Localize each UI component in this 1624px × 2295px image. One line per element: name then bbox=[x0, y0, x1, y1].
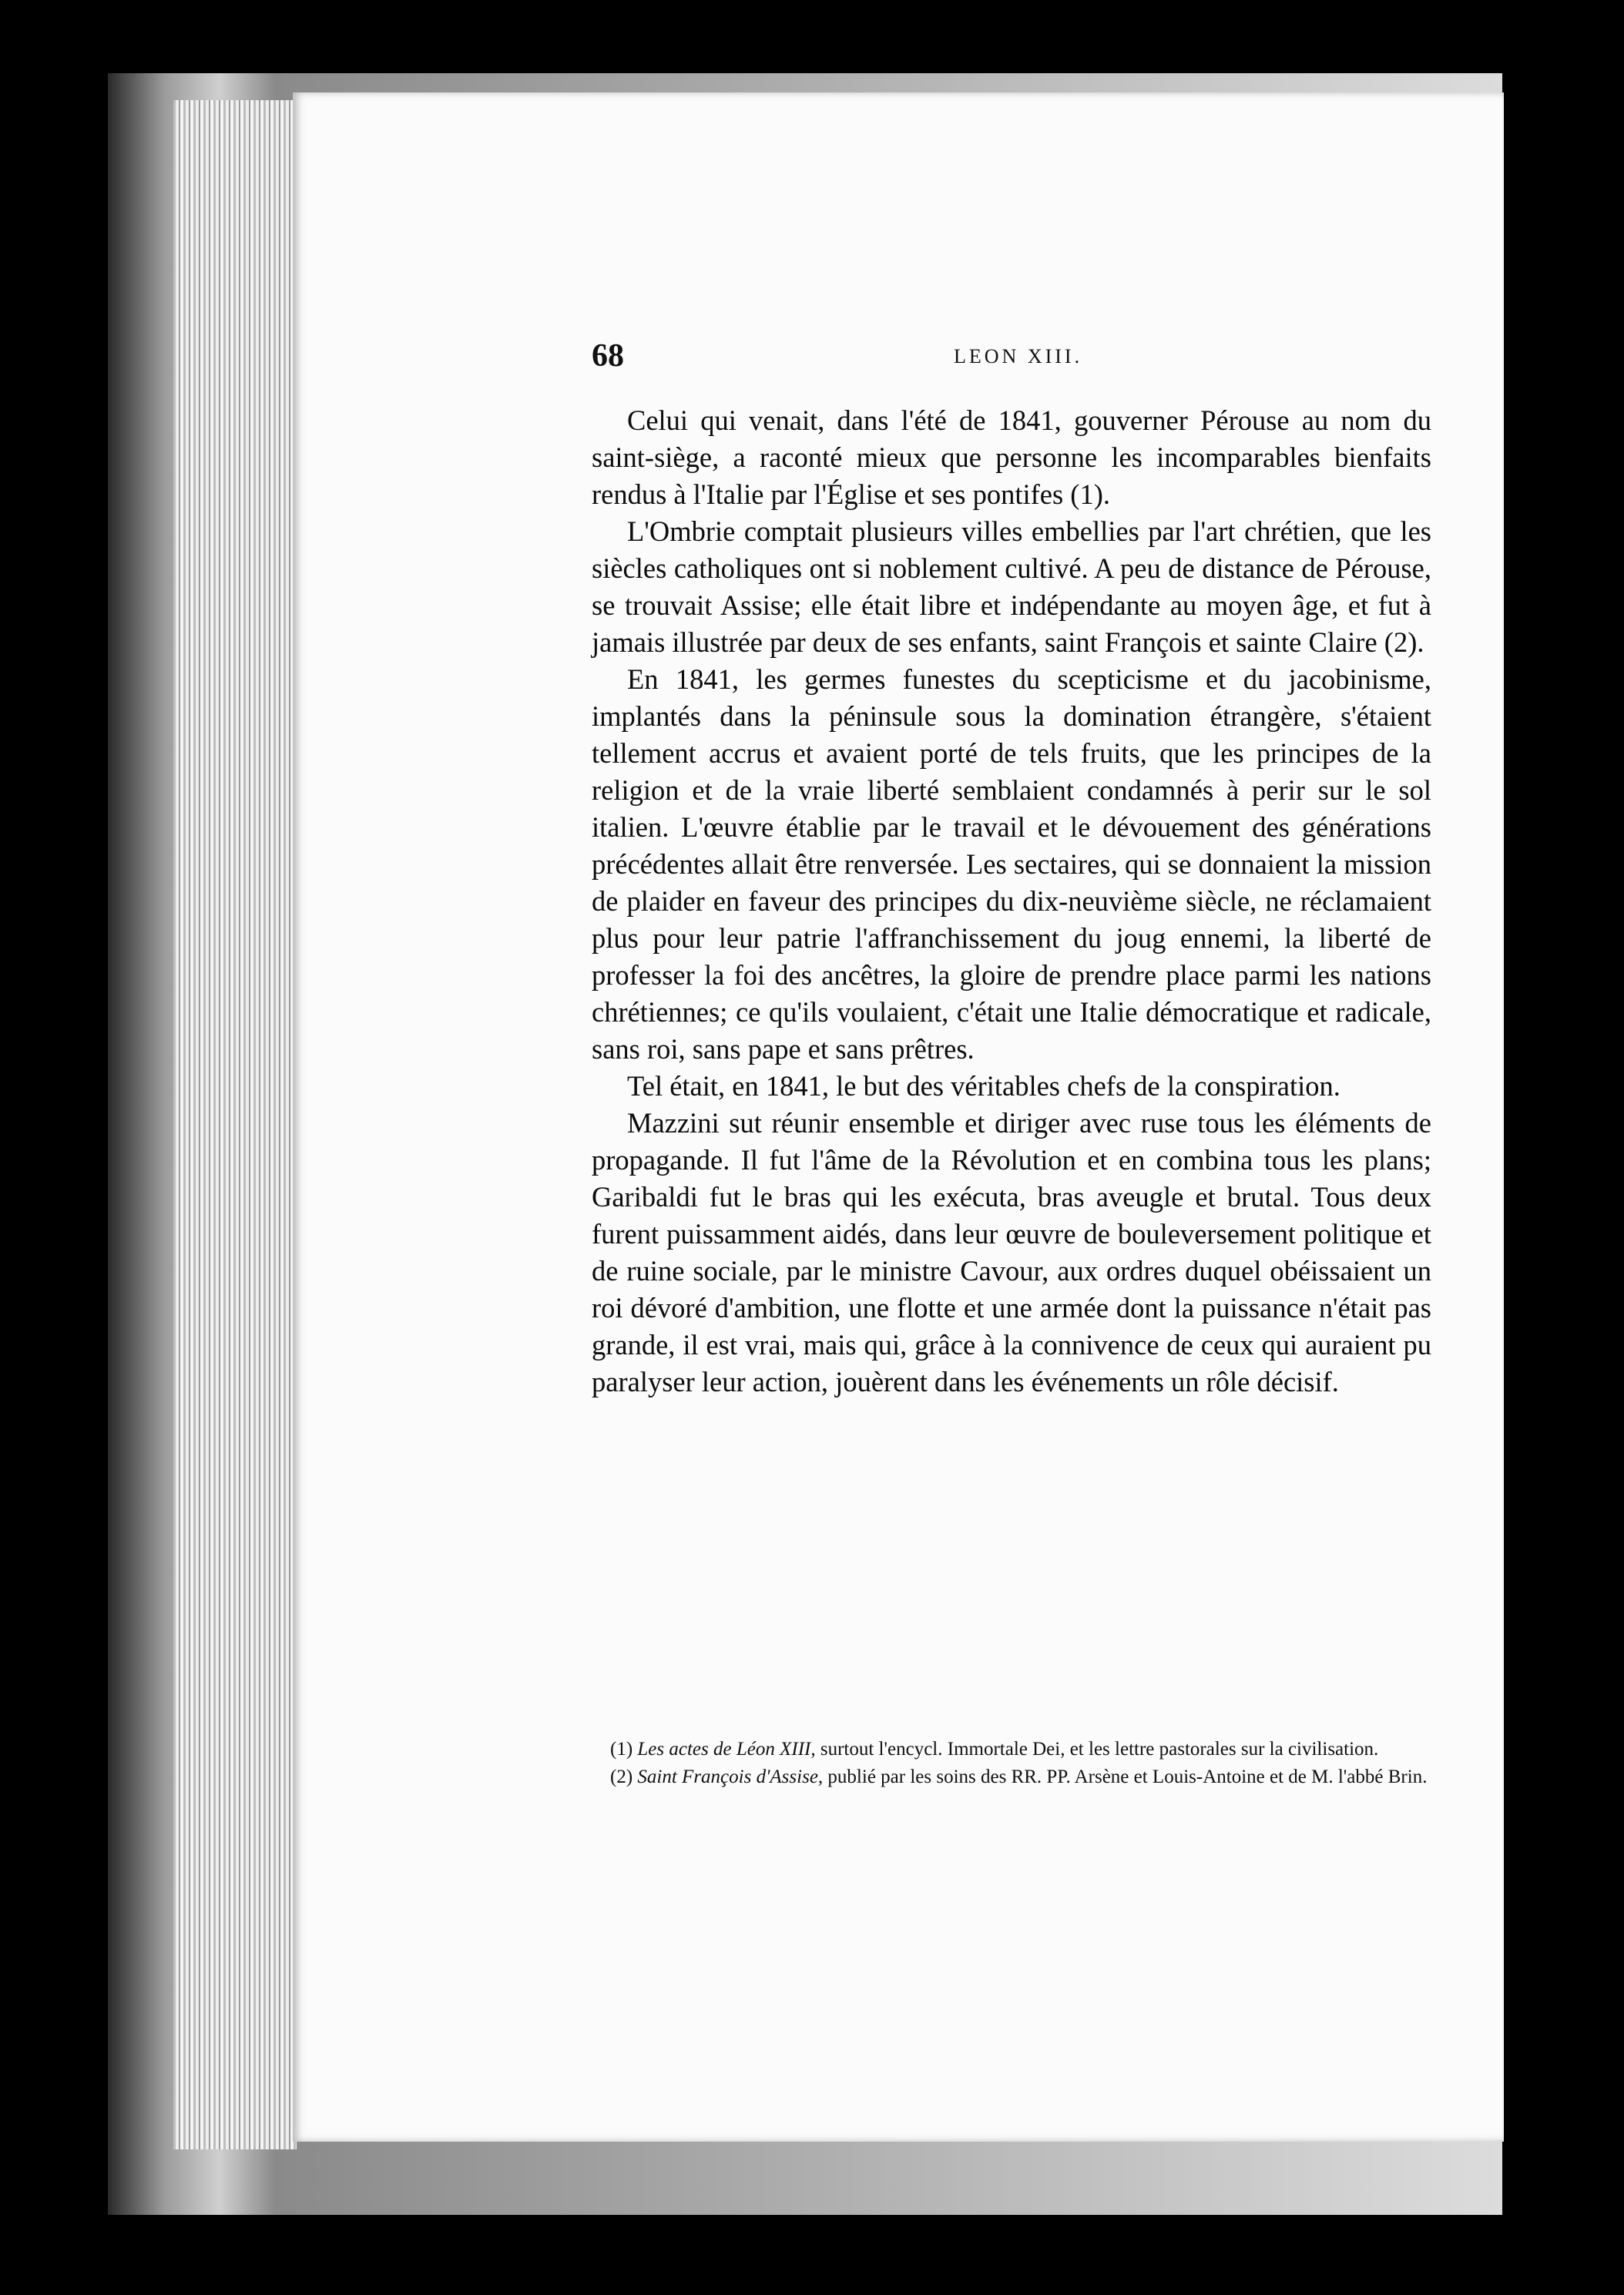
paragraph: Celui qui venait, dans l'été de 1841, gouverner Pérouse au nom du saint-siège, a raconté mieux que personne les incomparables bienfaits rendus à l'Italie par l'Église et ses pontifes (1). bbox=[592, 404, 1431, 510]
footnotes bbox=[592, 1736, 1431, 1791]
body-text bbox=[592, 402, 1431, 1401]
paragraph: L'Ombrie comptait plusieurs villes embellies par l'art chrétien, que les siècles catholiques ont si noblement cultivé. A peu de distance de Pérouse, se trouvait Assise; elle était libre et indépendante au moyen âge, et fut à jamais illustrée par deux de ses enfants, saint François et sainte Claire (2). bbox=[592, 515, 1431, 658]
page-header bbox=[592, 337, 1431, 384]
footnote-marker: (1) bbox=[610, 1739, 633, 1760]
page-stack-edge bbox=[173, 100, 297, 2149]
footnote bbox=[592, 1736, 1431, 1763]
footnote-title: Les actes de Léon XIII, bbox=[637, 1739, 816, 1760]
footnote-text: surtout l'encycl. Immortale Dei, et les lettre pastorales sur la civilisation. bbox=[815, 1739, 1379, 1760]
footnote-marker: (2) bbox=[610, 1767, 633, 1787]
footnote-text: publié par les soins des RR. PP. Arsène et Louis-Antoine et de M. l'abbé Brin. bbox=[823, 1767, 1428, 1787]
footnote bbox=[592, 1763, 1431, 1791]
paragraph: Tel était, en 1841, le but des véritables chefs de la conspiration. bbox=[627, 1070, 1340, 1102]
paragraph: En 1841, les germes funestes du scepticisme et du jacobinisme, implantés dans la péninsule sous la domination étrangère, s'étaient tellement accrus et avaient porté de tels fruits, que les principes de la religion et de la vraie liberté semblaient condamnés à perir sur le sol italien. L'œuvre établie par le travail et le dévouement des générations précédentes allait être renversée. Les sectaires, qui se donnaient la mission de plaider en faveur des principes du dix-neuvième siècle, ne réclamaient plus pour leur patrie l'affranchissement du joug ennemi, la liberté de professer la foi des ancêtres, la gloire de prendre place parmi les nations chrétiennes; ce qu'ils voulaient, c'était une Italie démocratique et radicale, sans roi, sans pape et sans prêtres. bbox=[592, 663, 1431, 1065]
page-number: 68 bbox=[592, 338, 624, 374]
footnote-title: Saint François d'Assise, bbox=[637, 1767, 824, 1787]
paragraph: Mazzini sut réunir ensemble et diriger avec ruse tous les éléments de propagande. Il fut l'âme de la Révolution et en combina tous les plans; Garibaldi fut le bras qui les exécuta, bras aveugle et brutal. Tous deux furent puissamment aidés, dans leur œuvre de bouleversement politique et de ruine sociale, par le ministre Cavour, aux ordres duquel obéissaient un roi dévoré d'ambition, une flotte et une armée dont la puissance n'était pas grande, il est vrai, mais qui, grâce à la connivence de ceux qui auraient pu paralyser leur action, jouèrent dans les événements un rôle décisif. bbox=[592, 1107, 1431, 1397]
running-head: LEON XIII. bbox=[954, 345, 1083, 367]
